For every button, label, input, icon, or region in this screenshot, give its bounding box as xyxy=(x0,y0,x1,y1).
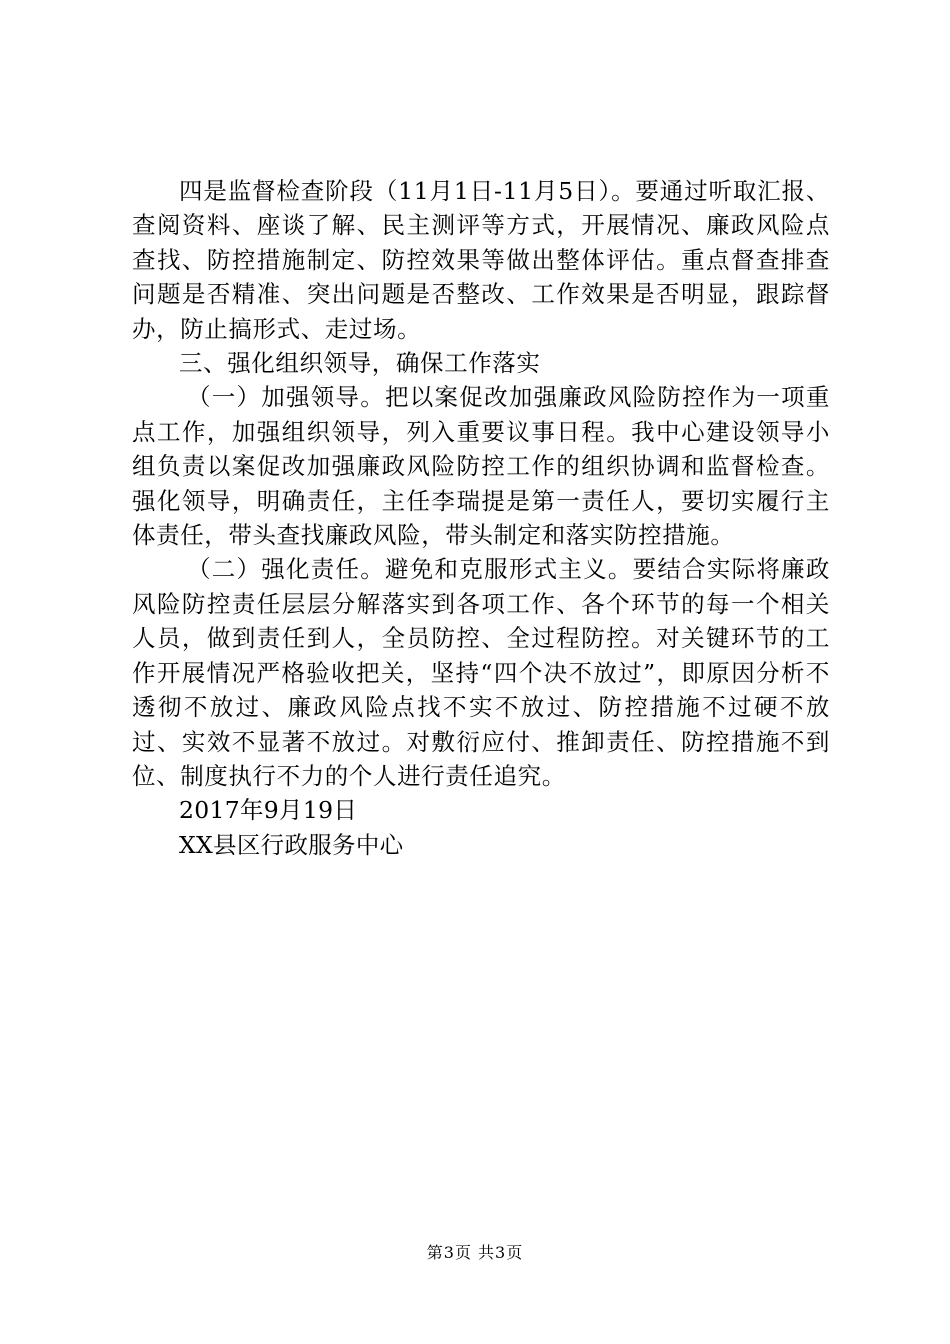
paragraph-supervision-stage: 四是监督检查阶段（11月1日-11月5日）。要通过听取汇报、查阅资料、座谈了解、民主测评等方式，开展情况、廉政风险点查找、防控措施制定、防控效果等做出整体评估。重点督查排查问题是否精准、突出问题是否整改、工作效果是否明显，跟踪督办，防止搞形式、走过场。 xyxy=(132,177,830,343)
paragraph-strengthen-leadership: （一）加强领导。把以案促改加强廉政风险防控作为一项重点工作，加强组织领导，列入重要议事日程。我中心建设领导小组负责以案促改加强廉政风险防控工作的组织协调和监督检查。强化领导，明确责任，主任李瑞提是第一责任人，要切实履行主体责任，带头查找廉政风险，带头制定和落实防控措施。 xyxy=(132,383,830,550)
document-body xyxy=(132,174,830,862)
document-date: 2017年9月19日 xyxy=(179,796,358,825)
paragraph-strengthen-responsibility: （二）强化责任。避免和克服形式主义。要结合实际将廉政风险防控责任层层分解落实到各项工作、各个环节的每一个相关人员，做到责任到人，全员防控、全过程防控。对关键环节的工作开展情况严格验收把关，坚持“四个决不放过”，即原因分析不透彻不放过、廉政风险点找不实不放过、防控措施不过硬不放过、实效不显著不放过。对敷衍应付、推卸责任、防控措施不到位、制度执行不力的个人进行责任追究。 xyxy=(132,555,830,790)
page-number-footer: 第3页 共3页 xyxy=(426,1243,524,1262)
issuing-organization: XX县区行政服务中心 xyxy=(179,830,404,859)
section-heading-leadership: 三、强化组织领导，确保工作落实 xyxy=(179,349,541,378)
